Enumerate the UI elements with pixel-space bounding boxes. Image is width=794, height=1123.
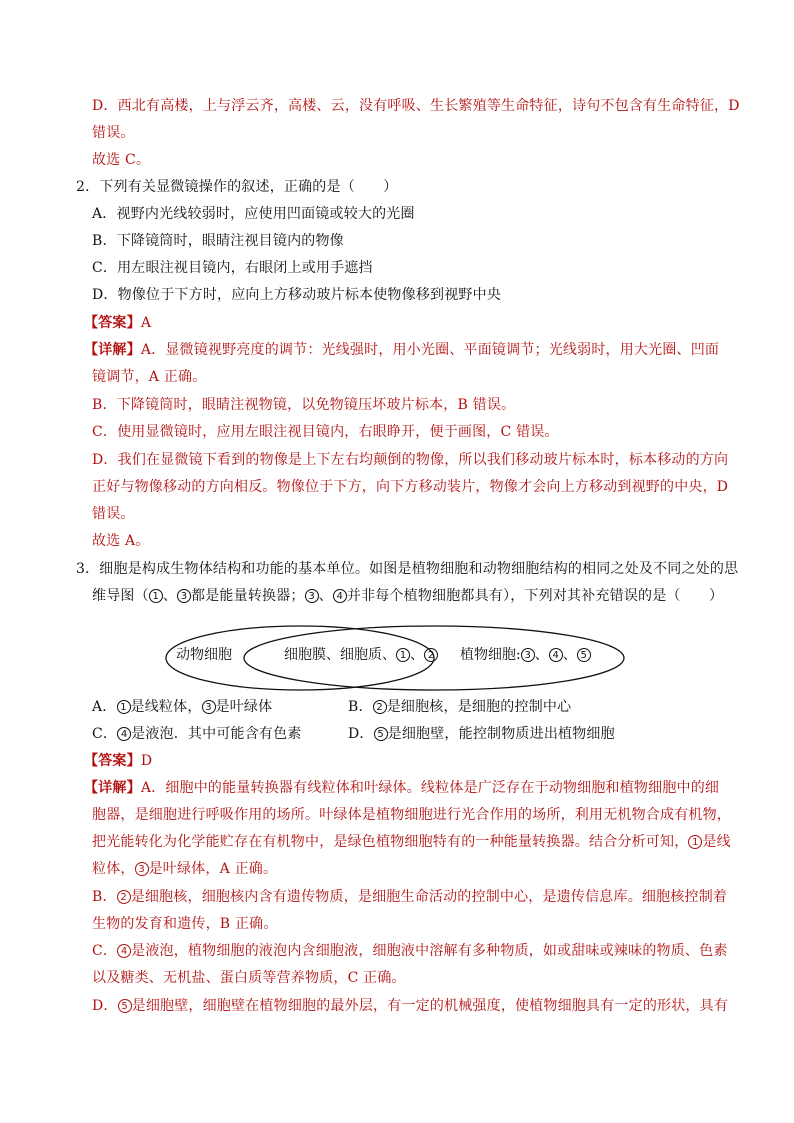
answer-value: D [140, 753, 153, 769]
q2-detail-4: C．使用显微镜时，应用左眼注视目镜内，右眼睁开，便于画图，C 错误。 [92, 424, 559, 440]
q2-stem: 2．下列有关显微镜操作的叙述，正确的是（ ） [76, 179, 398, 195]
q2-detail-6: 正好与物像移动的方向相反。物像位于下方，向下方移动装片，物像才会向上方移动到视野的中央，D [92, 479, 729, 495]
q2-detail-3: B．下降镜筒时，眼睛注视物镜，以免物镜压坏玻片标本，B 错误。 [92, 397, 516, 413]
text: 是细胞核，是细胞的控制中心 [386, 699, 572, 715]
text: C． [92, 943, 118, 959]
q3-detail-a3 [92, 832, 731, 852]
text: B． [92, 889, 117, 905]
q2-option-c: C．用左眼注视目镜内，右眼闭上或用手遮挡 [92, 260, 373, 276]
text: 是液泡．其中可能含有色素 [131, 726, 302, 742]
text: 、 [162, 588, 178, 604]
q2-conclusion: 故选 A。 [92, 533, 150, 549]
answer-value: A [140, 315, 152, 331]
prev-answer-d-line1: D．西北有高楼，上与浮云齐，高楼、云，没有呼吸、生长繁殖等生命特征，诗句不包含有生命特征，D [92, 98, 740, 114]
q3-option-a [92, 697, 272, 717]
text: 是线粒体， [130, 699, 202, 715]
text: 植物细胞: [460, 647, 521, 663]
circled-1: 1 [688, 835, 702, 849]
circled-5: 5 [577, 648, 591, 662]
text: B． [348, 699, 373, 715]
text: 是叶绿体，A 正确。 [148, 861, 278, 877]
text: 是液泡，植物细胞的液泡内含细胞液，细胞液中溶解有多种物质，如或甜味或辣味的物质、色素 [131, 943, 728, 959]
text: 是叶绿体 [215, 699, 273, 715]
detail-tag: 【详解】 [84, 342, 141, 358]
text: 是细胞核，细胞核内含有遗传物质，是细胞生命活动的控制中心，是遗传信息库。细胞核控制着 [130, 889, 728, 905]
q3-detail-b1 [92, 887, 727, 907]
circled-3: 3 [202, 700, 216, 714]
text: D． [348, 726, 374, 742]
text: C． [92, 726, 118, 742]
circled-2: 2 [373, 700, 387, 714]
venn-animal-label: 动物细胞 [176, 647, 232, 663]
q3-detail-a1 [84, 778, 719, 798]
circled-3: 3 [177, 589, 191, 603]
venn-plant-label [460, 646, 591, 664]
text: 把光能转化为化学能贮存在有机物中，是绿色植物细胞特有的一种能量转换器。结合分析可知， [92, 834, 689, 850]
circled-3: 3 [135, 862, 149, 876]
circled-5: 5 [374, 727, 388, 741]
answer-tag: 【答案】 [84, 315, 141, 331]
text: 并非每个植物细胞都具有），下列对其补充错误的是（ ） [346, 588, 724, 604]
text: 是细胞壁，细胞壁在植物细胞的最外层，有一定的机械强度，使植物细胞具有一定的形状，具有 [131, 998, 729, 1014]
circled-1: 1 [396, 648, 410, 662]
detail-tag: 【详解】 [84, 780, 141, 796]
text: 、 [534, 647, 549, 663]
text: 粒体， [92, 861, 135, 877]
q3-option-d [348, 724, 615, 744]
q3-stem-line2 [92, 586, 723, 606]
circled-2: 2 [117, 890, 131, 904]
q3-detail-a4 [92, 859, 277, 879]
q3-stem-line1: 3．细胞是构成生物体结构和功能的基本单位。如图是植物细胞和动物细胞结构的相同之处及不同之处的思 [76, 561, 739, 577]
text: 是细胞壁，能控制物质进出植物细胞 [387, 726, 615, 742]
detail-text: A．显微镜视野亮度的调节：光线强时，用小光圈、平面镜调节；光线弱时，用大光圈、凹面 [140, 342, 720, 358]
q2-detail-7: 错误。 [92, 506, 135, 522]
circled-4: 4 [549, 648, 563, 662]
q2-detail-5: D．我们在显微镜下看到的物像是上下左右均颠倒的物像，所以我们移动玻片标本时，标本移动的方向 [92, 452, 729, 468]
circled-4: 4 [333, 589, 347, 603]
prev-answer-conclusion: 故选 C。 [92, 152, 151, 168]
text: A． [92, 699, 117, 715]
q3-detail-c1 [92, 941, 728, 961]
q3-answer [84, 751, 152, 771]
text: 维导图（ [92, 588, 149, 604]
q2-detail-1 [84, 340, 719, 360]
venn-shared-label [284, 646, 438, 664]
text: A．细胞中的能量转换器有线粒体和叶绿体。线粒体是广泛存在于动物细胞和植物细胞中的细 [140, 780, 720, 796]
q3-detail-b2: 生物的发育和遗传，B 正确。 [92, 916, 278, 932]
text: D． [92, 998, 118, 1014]
q3-detail-c2: 以及糖类、无机盐、蛋白质等营养物质，C 正确。 [92, 970, 406, 986]
circled-1: 1 [117, 700, 131, 714]
circled-5: 5 [118, 999, 132, 1013]
q3-detail-a2: 胞器，是细胞进行呼吸作用的场所。叶绿体是植物细胞进行光合作用的场所，利用无机物合成有机物， [92, 807, 731, 823]
q2-detail-2: 镜调节，A 正确。 [92, 369, 207, 385]
text: 细胞膜、细胞质、 [284, 647, 396, 663]
text: 、 [410, 647, 424, 663]
q2-option-b: B．下降镜筒时，眼睛注视目镜内的物像 [92, 233, 344, 249]
circled-3: 3 [521, 648, 535, 662]
circled-3: 3 [305, 589, 319, 603]
q2-option-d: D．物像位于下方时，应向上方移动玻片标本使物像移到视野中央 [92, 287, 502, 303]
q3-option-c [92, 724, 302, 744]
prev-answer-d-line2: 错误。 [92, 125, 135, 141]
text: 是线 [702, 834, 731, 850]
text: 都是能量转换器； [191, 588, 305, 604]
circled-4: 4 [117, 944, 131, 958]
q2-option-a: A．视野内光线较弱时，应使用凹面镜或较大的光圈 [92, 206, 415, 222]
q3-detail-d1 [92, 996, 728, 1016]
circled-2: 2 [424, 648, 438, 662]
text: 、 [562, 647, 577, 663]
circled-1: 1 [149, 589, 163, 603]
answer-tag: 【答案】 [84, 753, 141, 769]
circled-4: 4 [117, 727, 131, 741]
q2-answer [84, 313, 151, 333]
venn-diagram [158, 622, 628, 694]
q3-option-b [348, 697, 571, 717]
text: 、 [318, 588, 333, 604]
